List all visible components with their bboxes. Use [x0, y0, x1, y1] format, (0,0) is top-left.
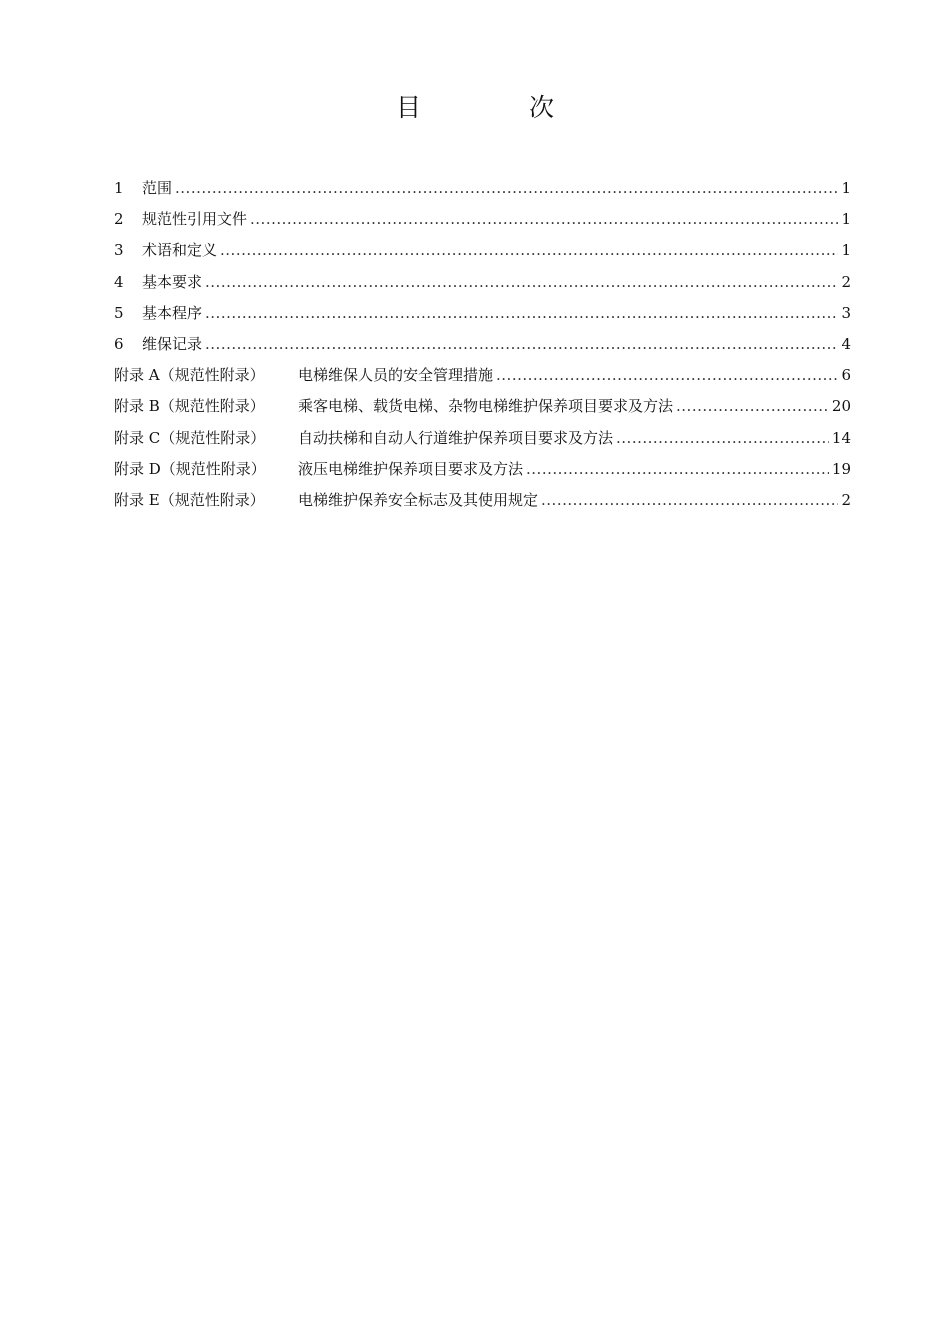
toc-appendix-label: 附录 C（规范性附录） — [114, 428, 266, 447]
toc-entry-page: 3 — [841, 303, 851, 322]
toc-leader-dots — [175, 175, 838, 201]
toc-appendix-entry[interactable] — [114, 487, 851, 518]
toc-appendix-entry[interactable] — [114, 362, 851, 393]
toc-entry-number: 5 — [114, 303, 124, 322]
toc-appendix-entry[interactable] — [114, 425, 851, 456]
toc-entry-page: 4 — [841, 334, 851, 353]
toc-leader-dots — [205, 300, 838, 326]
toc-entry[interactable] — [114, 331, 851, 362]
toc-entry-number: 1 — [114, 179, 124, 197]
toc-entry-page: 20 — [831, 397, 851, 416]
toc-leader-dots — [205, 269, 838, 295]
toc-entry-page: 6 — [841, 366, 851, 385]
toc-entry-number: 6 — [114, 334, 124, 353]
toc-entry-page: 2 — [841, 490, 851, 509]
toc-entry-title: 乘客电梯、载货电梯、杂物电梯维护保养项目要求及方法 — [298, 397, 674, 416]
toc-entry-number: 3 — [114, 241, 124, 260]
toc-entry-title: 基本要求 — [142, 272, 203, 291]
toc-leader-dots — [526, 456, 829, 482]
toc-entry-page: 14 — [831, 428, 851, 447]
toc-entry-number: 2 — [114, 210, 124, 229]
toc-entry-page: 1 — [841, 241, 851, 260]
toc-entry[interactable] — [114, 300, 851, 331]
toc-leader-dots — [250, 206, 838, 232]
toc-leader-dots — [496, 362, 838, 388]
toc-entry[interactable] — [114, 175, 851, 206]
toc-entry-title: 电梯维护保养安全标志及其使用规定 — [298, 490, 539, 509]
toc-entry-page: 2 — [841, 272, 851, 291]
toc-leader-dots — [616, 425, 829, 451]
toc-entry-title: 范围 — [142, 179, 173, 197]
toc-leader-dots — [220, 237, 838, 263]
toc-leader-dots — [676, 393, 829, 419]
table-of-contents — [114, 175, 851, 518]
toc-entry-page: 1 — [841, 179, 851, 197]
toc-appendix-label: 附录 B（规范性附录） — [114, 397, 265, 416]
toc-leader-dots — [205, 331, 838, 357]
toc-appendix-label: 附录 D（规范性附录） — [114, 459, 266, 478]
toc-appendix-entry[interactable] — [114, 393, 851, 424]
toc-entry-title: 规范性引用文件 — [142, 210, 248, 229]
toc-appendix-label: 附录 E（规范性附录） — [114, 490, 265, 509]
toc-entry[interactable] — [114, 237, 851, 268]
toc-entry-page: 19 — [831, 459, 851, 478]
toc-entry-title: 术语和定义 — [142, 241, 218, 260]
toc-entry-title: 液压电梯维护保养项目要求及方法 — [298, 459, 524, 478]
toc-entry-page: 1 — [841, 210, 851, 229]
toc-appendix-entry[interactable] — [114, 456, 851, 487]
toc-appendix-label: 附录 A（规范性附录） — [114, 366, 265, 385]
toc-entry-title: 自动扶梯和自动人行道维护保养项目要求及方法 — [298, 428, 614, 447]
toc-entry-title: 基本程序 — [142, 303, 203, 322]
toc-entry[interactable] — [114, 269, 851, 300]
toc-entry-number: 4 — [114, 272, 124, 291]
page-title: 目 次 — [396, 93, 604, 122]
toc-entry-title: 维保记录 — [142, 334, 203, 353]
toc-leader-dots — [541, 487, 838, 513]
toc-entry[interactable] — [114, 206, 851, 237]
toc-entry-title: 电梯维保人员的安全管理措施 — [298, 366, 494, 385]
